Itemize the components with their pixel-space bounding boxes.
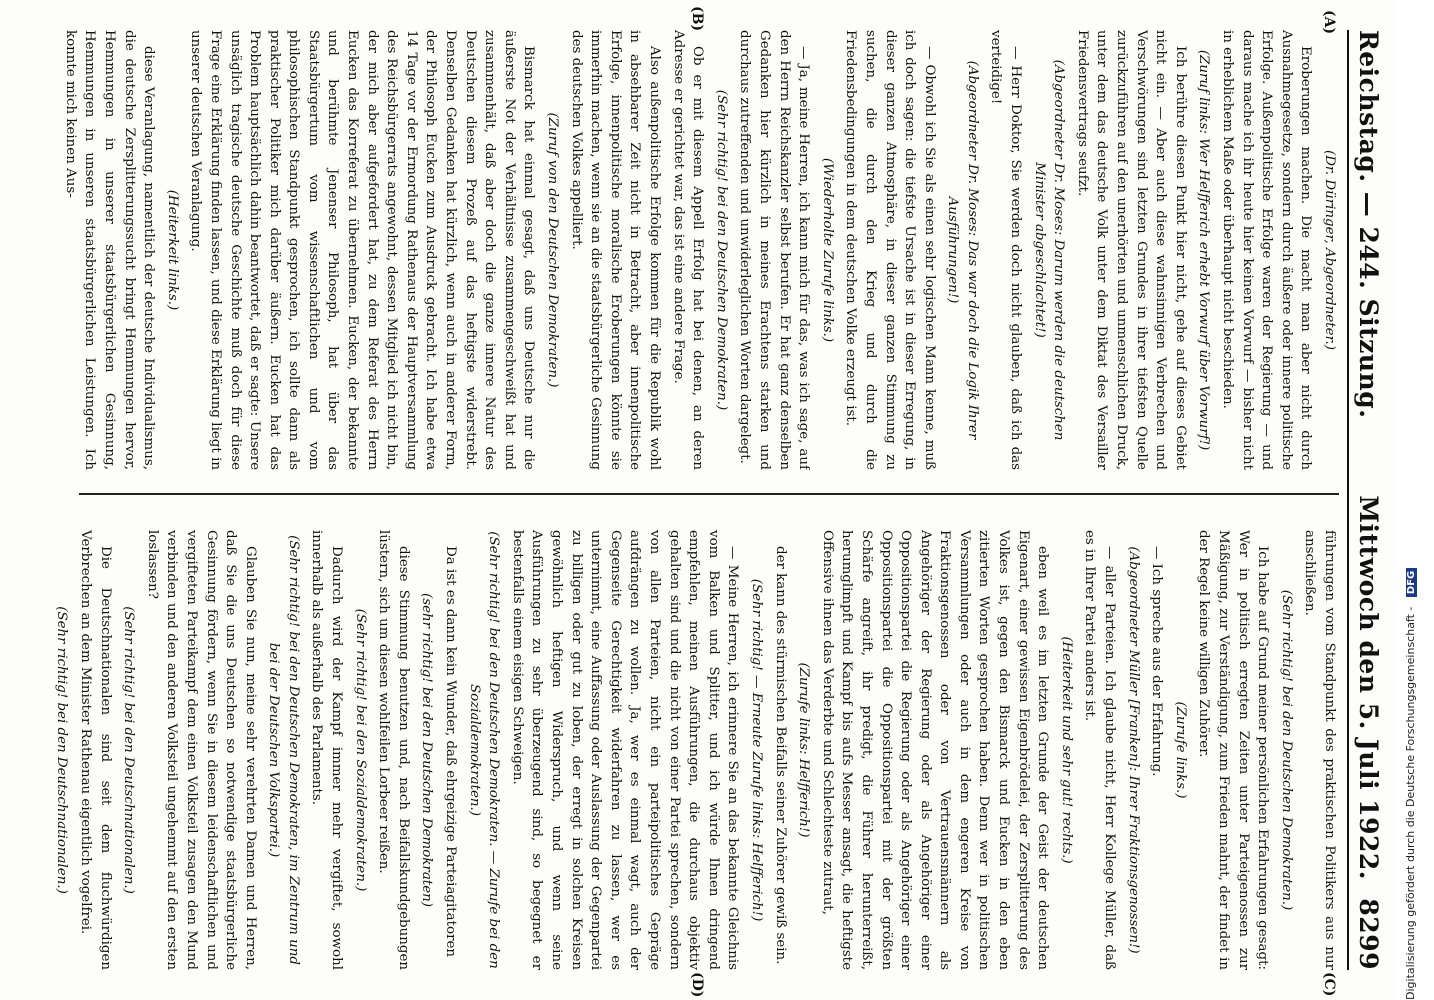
paragraph: (Abgeordneter Dr. Moses: Darum werden die deutschen Minister abgeschlachtet!) [1031, 59, 1067, 441]
paragraph: — Meine Herren, ich erinnere Sie an das bekannte Gleichnis vom Balken und Splitter, und ich würde Ihnen dringend empfehlen, meinen Ausführungen, die durchaus objektiv gehalten sind und die nicht von einer Partei sprechen, sondern von allen Parteien, nicht ein parteipolitisches Gepräge aufdrängen zu wollen. Ja, wer es einmal wagt, auch der Gegenseite Gerechtigkeit widerfahren zu lassen, wer es unternimmt, eine Auffassung oder Auslassung der Gegenpartei zu billigen oder gut zu loben, der erregt in solchen Kreisen gewöhnlich heftigen Widerspruch, und wenn seine Ausführungen zu sehr überzeugend sind, so begegnet er bestenfalls einem eisigen Schweigen. [509, 530, 741, 970]
margin-marker-d: (D) [689, 972, 705, 998]
paragraph: Die Deutschnationalen sind seit dem fluchwürdigen Verbrechen an dem Minister Rathenau eigentlich vogelfrei. [77, 530, 113, 970]
paragraph: Glauben Sie nun, meine sehr verehrten Damen und Herren, daß Sie die uns Deutschen so notwendige staatsbürgerliche Gesinnung fördern, wenn Sie in diesem leidenschaftlichen und vergifteten Parteikampf dem einen Volksteil zusagen den Mund verbinden und den anderen Volksteil ungehemmt auf den ersten loslassen? [144, 530, 258, 970]
digitization-credit [1404, 10, 1430, 1000]
right-text-column [49, 530, 1339, 970]
paragraph: Also außenpolitische Erfolge kommen für die Republik wohl in absehbarer Zeit nicht in Betracht, aber innenpolitische Erfolge, innenpolitische moralische Eroberungen könnte sie immerhin machen, wenn sie an die staatsbürgerliche Gesinnung des deutschen Volkes appelliert. [568, 30, 662, 470]
paragraph: (sehr richtig! bei den Deutschen Demokraten) [419, 593, 435, 907]
header-right: Mittwoch den 5. Juli 1922. [1354, 495, 1383, 880]
margin-marker-c: (C) [1321, 972, 1337, 997]
paragraph: Ich habe auf Grund meiner persönlichen Erfahrungen gesagt: Wer in politisch erregten Zeiten unter Parteigenossen zur Mäßigung, zur Verständigung, zum Frieden mahnt, der findet in der Regel keine willigen Zuhörer. [1196, 530, 1271, 970]
page-header [1347, 30, 1389, 970]
paragraph: (Sehr richtig! bei den Deutschen Demokraten.) [1278, 589, 1294, 911]
credit-text: Digitalisierung gefördert durch die Deutsche Forschungsgemeinschaft - [1404, 606, 1417, 1000]
paragraph: (Zurufe links.) [1172, 701, 1188, 799]
column-divider [79, 493, 1339, 495]
paragraph: (Sehr richtig! — Erneute Zurufe links: Helfferich!) [748, 578, 764, 922]
paragraph: Eroberungen machen. Die macht man aber nicht durch Ausnahmegesetze, sondern durch äußere oder innere politische Erfolge. Außenpolitische Erfolge waren der Regierung — und daraus mache ich ihr heute hier keinen Vorwurf — bisher nicht in erheblichem Maße oder überhaupt nicht beschieden. [1220, 30, 1314, 470]
paragraph: (Zuruf von den Deutschen Demokraten.) [545, 112, 561, 388]
paragraph: Da ist es dann kein Wunder, daß ehrgeizige Parteiagitatoren [443, 546, 459, 958]
paragraph: (Zurufe links: Helfferich!) [796, 662, 812, 838]
paragraph: diese Stimmung benutzen und, nach Beifallskundgebungen lüstern, sich um diesen wohlfeilen Lorbeer reißen. [376, 530, 411, 970]
header-left: Reichstag. — 244. Sitzung. [1354, 30, 1383, 419]
paragraph: — Herr Doktor, Sie werden doch nicht glauben, daß ich das verteidige! [988, 30, 1024, 470]
paragraph: (Sehr richtig! bei den Deutschen Demokraten.) [713, 89, 729, 411]
left-text-column [49, 30, 1339, 470]
paragraph: — Ja, meine Herren, ich kann mich für das, was ich sage, auf den Herrn Reichskanzler selbst berufen. Er hat ganz denselben Gedanken hier kürzlich in meines Erachtens starken und durchaus zutreffenden und unwiderleglichen Worten dargelegt. [737, 30, 812, 470]
paragraph: (Sehr richtig! bei den Deutschen Demokraten. — Zurufe bei den Sozialdemokraten.) [466, 531, 502, 969]
paragraph: Dadurch wird der Kampf immer mehr vergiftet, sowohl innerhalb als außerhalb des Parlaments. [309, 530, 345, 970]
paragraph: (Dr. Düringer, Abgeordneter.) [1322, 149, 1337, 351]
paragraph: führungen vom Standpunkt des praktischen Politikers aus nur anschließen. [1302, 530, 1337, 970]
paragraph: Ob er mit diesem Appell Erfolg hat bei denen, an deren Adresse er gerichtet war, das ist eine andere Frage. [670, 30, 706, 470]
paragraph: — aller Parteien. Ich glaube nicht, Herr Kollege Müller, daß es in Ihrer Partei anders ist. [1082, 530, 1118, 970]
paragraph: (Abgeordneter Müller [Franken]: Ihrer Fraktionsgenossen!) [1125, 546, 1141, 954]
paragraph: (Zuruf links: Wer Helfferich erhebt Vorwurf über Vorwurf!) [1196, 49, 1212, 451]
paragraph: — Obwohl ich Sie als einen sehr logischen Mann kenne, muß ich doch sagen: die tiefste Ursache ist in dieser Erregung, in dieser ganzen Atmosphäre, in dieser ganzen Stimmung zu suchen, die durch den Krieg und durch die Friedensbedingungen in dem deutschen Volke erzeugt ist. [843, 30, 937, 470]
paragraph: der kann des stürmischen Beifalls seiner Zuhörer gewiß sein. [772, 546, 788, 965]
paragraph: (Heiterkeit links.) [164, 189, 180, 311]
paragraph: (Sehr richtig! bei den Deutschnationalen.) [54, 606, 70, 894]
paragraph: (Sehr richtig! bei den Deutschen Demokraten, im Zentrum und bei der Deutschen Volkspartei.) [266, 535, 301, 965]
paragraph: Ich berühre diesen Punkt hier nicht, gehe auf dieses Gebiet nicht ein. — Aber auch diese wahnsinnigen Verbrechen und Verschwörungen sind letzten Grundes in ihrer tiefsten Quelle zurückzuführen auf den unerhörten und unmenschlichen Druck, unter dem das deutsche Volk unter dem Diktat des Versailler Friedensvertrags seufzt. [1074, 30, 1188, 470]
paragraph: (Sehr richtig! bei den Sozialdemokraten.) [352, 608, 368, 892]
paragraph: eben weil es im letzten Grunde der Geist der deutschen Eigenart, einer gewissen Eigenbrödelei, der Zersplitterung des Volkes ist, gegen den Bismarck und Eucken in den eben zitierten Worten gesprochen haben. Denn wer in politischen Versammlungen oder auch in dem engeren Kreise von Fraktionsgenossen oder von Vertrauensmännern als Angehöriger der Regierung oder als Angehöriger einer Oppositionspartei die Regierung oder als Angehöriger einer Oppositionspartei die Oppositionspartei mit der größten Schärfe angreift, ihr predigt, die Führer herunterreißt, herumglimpft und Kampf bis aufs Messer ansagt, die heftigste Offensive ihnen das Verderbte und Schlechteste zutraut, [819, 530, 1051, 970]
paragraph: (Abgeordneter Dr. Moses: Das war doch die Logik Ihrer Ausführungen!) [945, 60, 980, 440]
paragraph: diese Veranlagung, namentlich der deutsche Individualismus, die deutsche Zersplitterungssucht bringt Hemmungen hervor, Hemmungen in unserer staatsbürgerlichen Gesinnung, Hemmungen in unseren staatsbürgerlichen Leistungen. Ich konnte mich keinen Aus- [62, 30, 157, 470]
margin-marker-b: (B) [689, 6, 705, 32]
paragraph: Bismarck hat einmal gesagt, daß uns Deutsche nur die äußerste Not der Verhältnisse zusammengeschweißt hat und zusammenhält, daß aber doch die ganze innere Natur des Deutschen diesem Prozeß auf das heftigste widerstrebt. Denselben Gedanken hat kürzlich, wenn auch in anderer Form, der Philosoph Eucken zum Ausdruck gebracht. Ich habe etwa 14 Tage vor der Ermordung Rathenaus der Hauptversammlung des Reichsbürgerrats angewohnt, dessen Mitglied ich nicht bin, der mich aber aufgefordert hat, zu dem Referat des Herrn Eucken das Korreferat zu übernehmen. Eucken, der bekannte und berühmte Jenenser Philosoph, hat über das Staatsbürgertum vom wissenschaftlichen und vom philosophischen Standpunkt gesprochen, ich sollte dann als praktischer Politiker mich darüber äußern. Eucken hat das Problem hauptsächlich dahin beantwortet, daß er sagte: Unsere unsäglich tragische deutsche Geschichte muß doch für diese Frage eine Erklärung finden lassen, und diese Erklärung liegt in unserer deutschen Veranlagung. [188, 30, 537, 470]
paragraph: (Sehr richtig! bei den Deutschnationalen.) [121, 606, 137, 894]
page-number: 8299 [1354, 898, 1383, 970]
margin-marker-a: (A) [1321, 10, 1337, 35]
paragraph: — Ich spreche aus der Erfahrung. [1149, 546, 1165, 777]
paragraph: (Wiederholte Zurufe links.) [819, 157, 835, 343]
paragraph: (Heiterkeit und sehr gut! rechts.) [1058, 636, 1074, 864]
dfg-logo: DFG [1406, 568, 1417, 597]
